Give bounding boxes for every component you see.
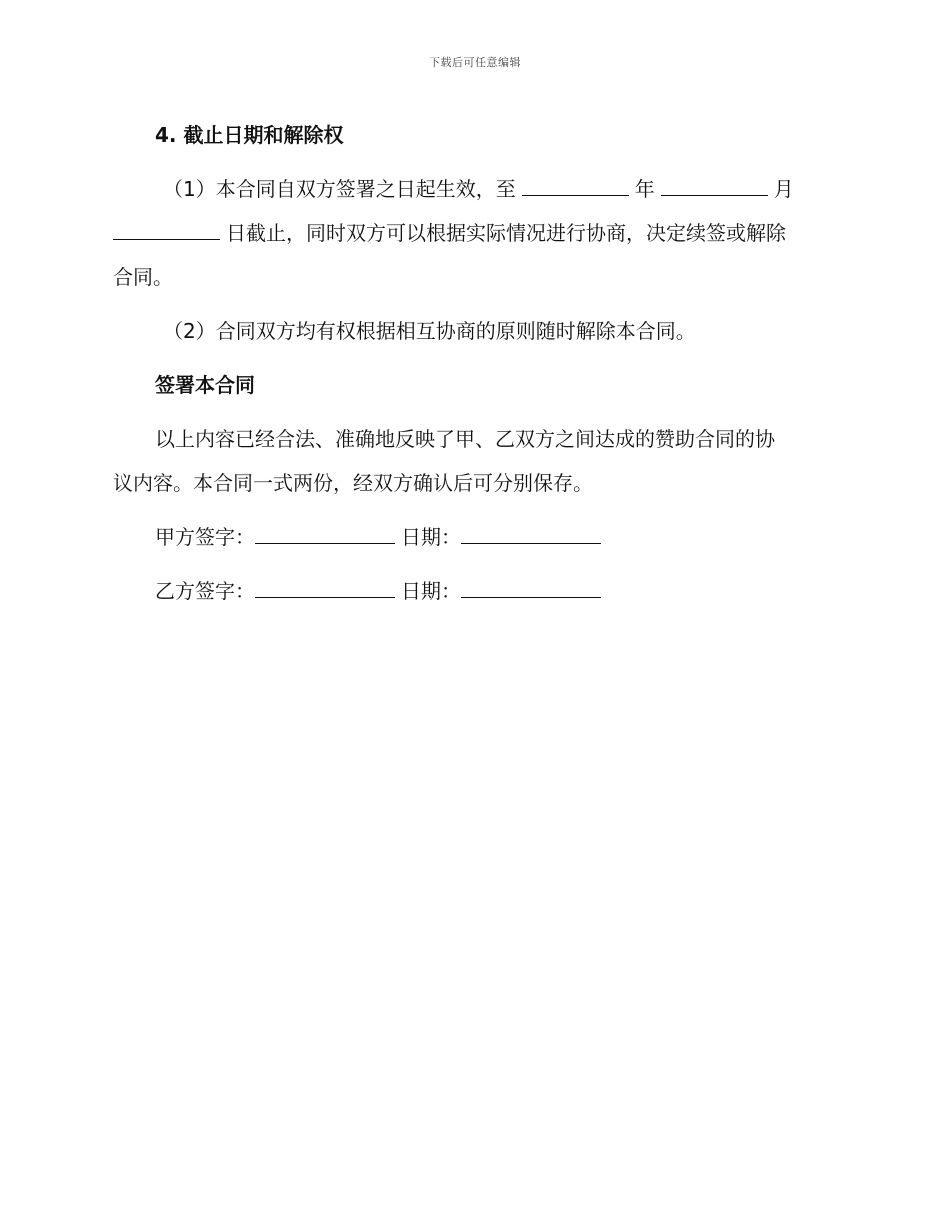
confirmation-para-line-2: 议内容。本合同一式两份，经双方确认后可分别保存。 (113, 471, 593, 495)
clause-1-line-1 (113, 167, 835, 211)
party-a-date-label: 日期： (401, 525, 461, 549)
year-label: 年 (634, 177, 655, 201)
page-header: 下载后可任意编辑 (429, 56, 521, 69)
clause-1-line-2 (113, 211, 835, 255)
party-a-signature-row (113, 515, 835, 559)
month-blank[interactable] (661, 179, 768, 196)
year-blank[interactable] (522, 179, 629, 196)
clause-2: （2）合同双方均有权根据相互协商的原则随时解除本合同。 (163, 319, 696, 343)
month-label: 月 (773, 177, 794, 201)
party-b-signature-row (113, 569, 835, 613)
party-b-date-blank[interactable] (461, 581, 601, 598)
section-heading-signing: 签署本合同 (155, 373, 255, 397)
party-b-label: 乙方签字： (155, 579, 255, 603)
document-body (113, 113, 835, 613)
day-blank[interactable] (113, 223, 220, 240)
party-b-signature-blank[interactable] (255, 581, 395, 598)
party-a-signature-blank[interactable] (255, 527, 395, 544)
clause-1-text-a: （1）本合同自双方签署之日起生效，至 (163, 177, 516, 201)
party-a-date-blank[interactable] (461, 527, 601, 544)
party-b-date-label: 日期： (401, 579, 461, 603)
clause-1-line-3: 合同。 (113, 265, 173, 289)
clause-1-text-b: 日截止，同时双方可以根据实际情况进行协商，决定续签或解除 (226, 221, 786, 245)
party-a-label: 甲方签字： (155, 525, 255, 549)
confirmation-para-line-1: 以上内容已经合法、准确地反映了甲、乙双方之间达成的赞助合同的协 (155, 427, 775, 451)
section-heading-termination: 4. 截止日期和解除权 (155, 123, 344, 147)
